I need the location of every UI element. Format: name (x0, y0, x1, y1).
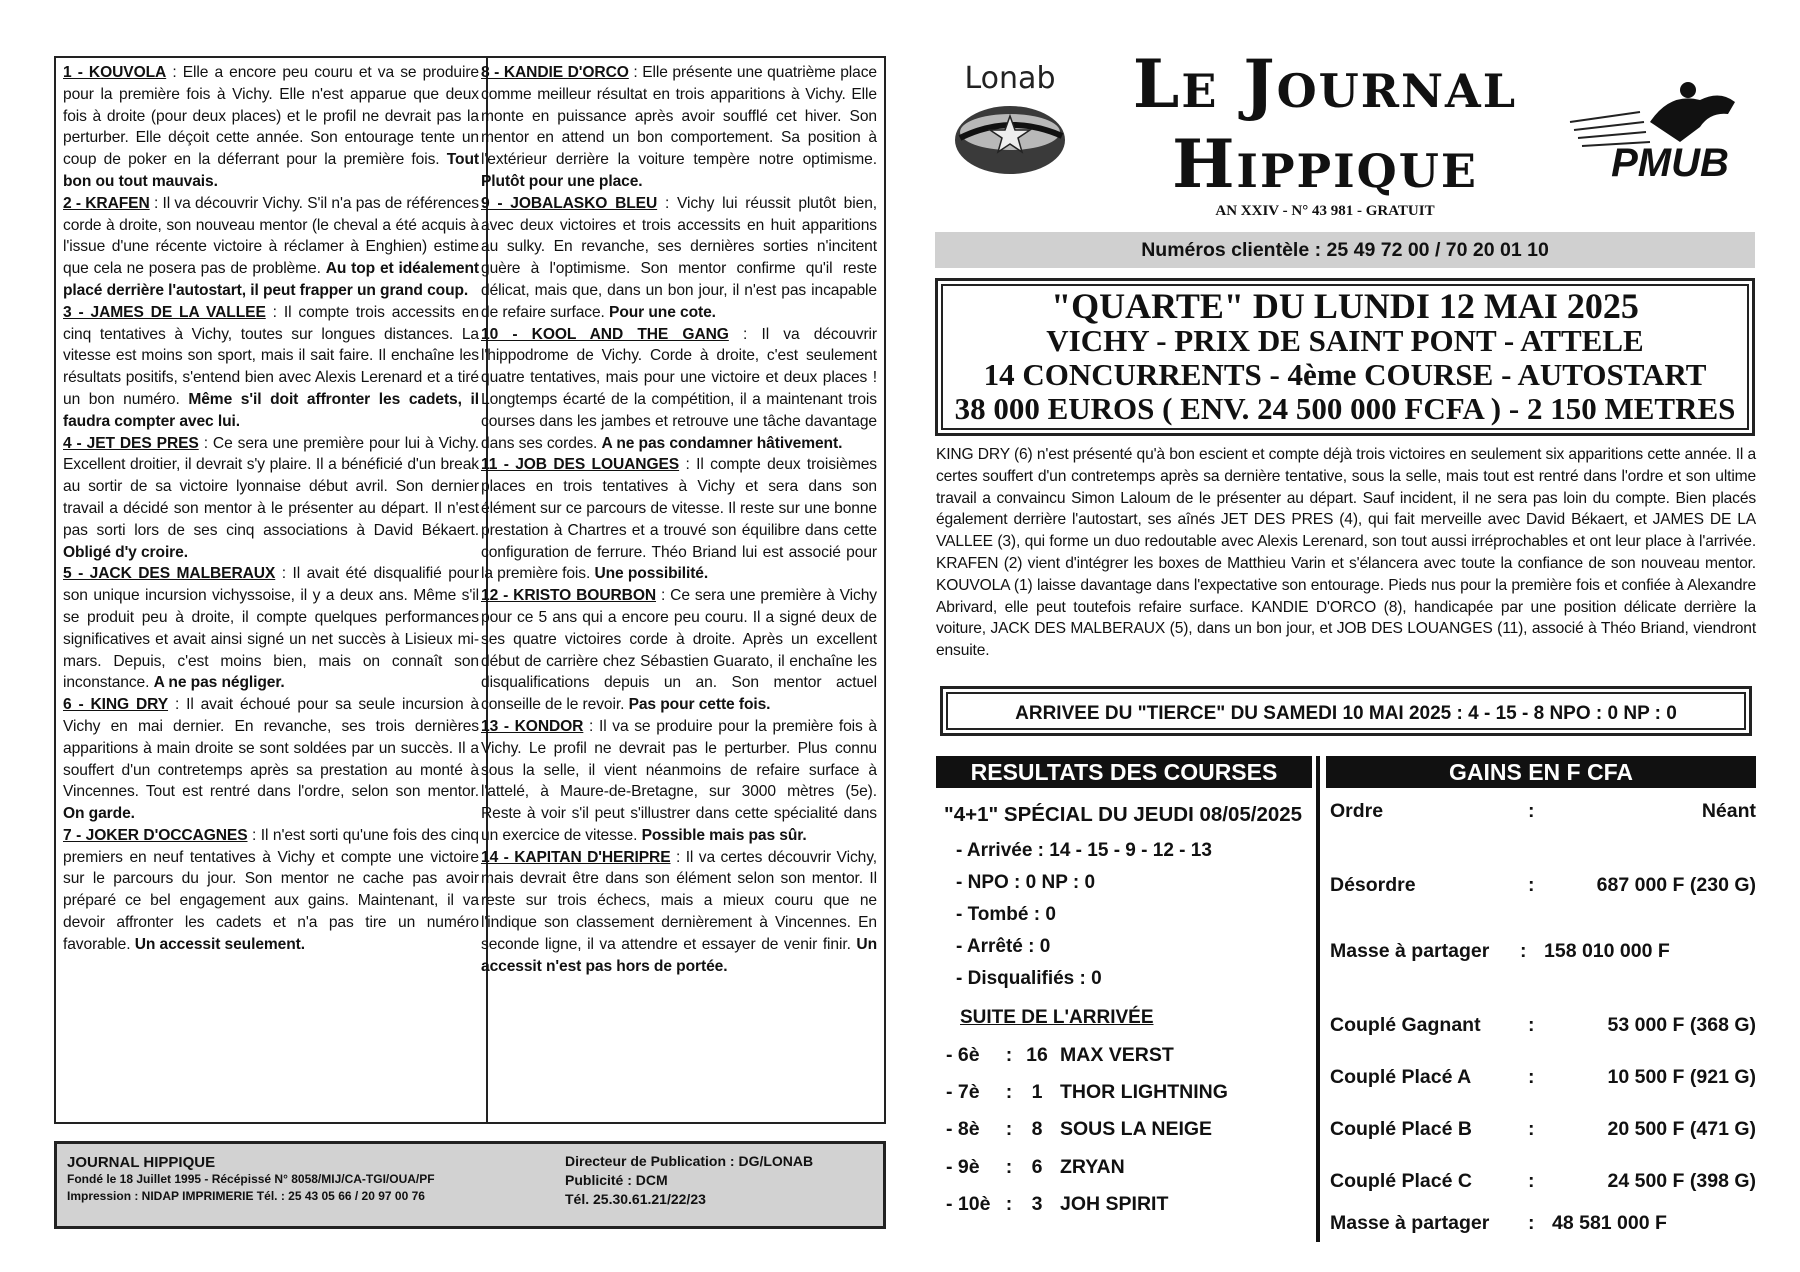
gains-value: 48 581 000 F (1552, 1212, 1667, 1234)
horse-verdict: Pour une cote. (609, 303, 716, 321)
horse-entry: 9 - JOBALASKO BLEU : Vichy lui réussit plutôt bien, avec deux victoires et trois accessits en huit apparitions au sulky. En revanche, ses dernières sorties n'incitent guère à l'optimisme. Son mentor confirme qu'il reste délicat, mais que, dans un bon jour, il n'est pas incapable de refaire surface. Pour une cote. (481, 194, 877, 321)
results-fallen: - Tombé : 0 (956, 904, 1056, 925)
suite-row: - 8è : 8 SOUS LA NEIGE (946, 1118, 1213, 1140)
suite-position: - 9è (946, 1156, 980, 1178)
gains-value: 20 500 F (471 G) (1607, 1118, 1756, 1140)
horse-comment: Il n'est sorti qu'une fois des cinq premiers en neuf tentatives à Vichy et compte une victoire sur le parcours du jour. Son mentor ne cache pas avoir préparé ce bel engagement aux gains. Maintenant, il va devoir affronter les cadets et n'a pas tire un numéro favorable. (63, 826, 479, 953)
horse-comment: Il compte trois accessits en cinq tentatives à Vichy, toutes sur longues distances. La vitesse est moins son sport, mais il sait faire. Il enchaîne les résultats positifs, s'entend bien avec Alexis Lerenard et a tiré un bon numéro. (63, 303, 480, 408)
gains-value: 53 000 F (368 G) (1607, 1014, 1756, 1036)
imprint-printing: Impression : NIDAP IMPRIMERIE Tél. : 25 43 05 66 / 20 97 00 76 (67, 1189, 425, 1203)
horse-name: 7 - JOKER D'OCCAGNES (63, 826, 248, 844)
horse-name: 6 - KING DRY (63, 696, 169, 714)
horse-comment: Il avait échoué pour sa seule incursion à Vichy en mai dernier. En revanche, ses trois dernières apparitions à main droite se sont soldées par un succès. Il a souffert d'un contretemps après sa prestation au monté à Vincennes. Tout est rentré dans l'ordre, selon son mentor. (63, 696, 479, 801)
gains-row: Couplé Placé C : 24 500 F (398 G) (1330, 1170, 1756, 1192)
horse-entry: 1 - KOUVOLA : Elle a encore peu couru et va se produire pour la première fois à Vichy. Elle n'est apparue que deux fois à droite (pour deux places) et le profil ne devrait pas la perturber. Elle déçoit cette année. Son entourage tente un coup de poker en la déferrant pour la première fois. Tout bon ou tout mauvais. (63, 64, 480, 190)
horse-verdict: A ne pas condamner hâtivement. (601, 434, 843, 452)
gains-label: Couplé Placé B (1330, 1118, 1472, 1140)
horse-comment: Ce sera une première à Vichy pour ce 5 ans qui a encore peu couru. Il a signé deux de ses quatre victoires corde à droite. Après un excellent début de carrière chez Sébastien Guarato, il enchaîne les disqualifications depuis un an. Son mentor actuel conseille de le revoir. (481, 587, 878, 714)
suite-row: - 7è : 1 THOR LIGHTNING (946, 1081, 1228, 1103)
pmub-logo-text: PMUB (1611, 141, 1729, 182)
issue-number: AN XXIV - N° 43 981 - GRATUIT (1215, 203, 1435, 219)
horse-verdict: Même s'il doit affronter les cadets, il faudra compter avec lui. (63, 390, 479, 430)
horse-entry: 13 - KONDOR : Il va se produire pour la première fois à Vichy. Le profil ne devrait pas le perturber. Plus connu sous la selle, il vient néanmoins de refaire surface à l'attelé, à Maure-de-Bretagne, sur 3000 mètres (5e). Reste à voir s'il peut s'illustrer dans cette spécialité dans un exercice de vitesse. Possible mais pas sûr. (481, 717, 877, 844)
gains-label: Désordre (1330, 874, 1416, 896)
gains-value: 24 500 F (398 G) (1607, 1170, 1756, 1192)
horse-name: 11 - JOB DES LOUANGES (481, 456, 680, 474)
horse-name: 8 - KANDIE D'ORCO (481, 64, 629, 81)
quarte-race-details: 14 CONCURRENTS - 4ème COURSE - AUTOSTART (983, 357, 1707, 392)
horse-entry: 12 - KRISTO BOURBON : Ce sera une première à Vichy pour ce 5 ans qui a encore peu couru. Il a signé deux de ses quatre victoires corde à droite. Après un excellent début de carrière chez Sébastien Guarato, il enchaîne les disqualifications depuis un an. Son mentor actuel conseille de le revoir. Pas pour cette fois. (481, 587, 878, 714)
lonab-logo-text: Lonab (964, 61, 1056, 96)
horse-entry: 10 - KOOL AND THE GANG : Il va découvrir l'hippodrome de Vichy. Corde à droite, c'est seulement quatre tentatives, mais pour une victoire et deux places ! Longtemps écarté de la compétition, il a maintenant trois courses dans les jambes et retrouve une tâche davantage dans ses cordes. A ne pas condamner hâtivement. (481, 325, 878, 452)
horse-comment: Vichy lui réussit plutôt bien, avec deux victoires et trois accessits en huit apparitions au sulky. En revanche, ses dernières sorties n'incitent guère à l'optimisme. Son mentor confirme qu'il reste délicat, mais que, dans un bon jour, il n'est pas incapable de refaire surface. (481, 194, 877, 321)
suite-number: 1 (1031, 1081, 1043, 1103)
horse-verdict: Au top et idéalement placé derrière l'autostart, il peut frapper un grand coup. (63, 260, 479, 299)
imprint-founded: Fondé le 18 Juillet 1995 - Récépissé N° 8058/MIJ/CA-TGI/OUA/PF (67, 1172, 435, 1186)
gains-label: Masse à partager (1330, 940, 1490, 962)
suite-horse-name: THOR LIGHTNING (1060, 1081, 1228, 1103)
prognosis-columns (54, 56, 886, 1124)
horse-entry: 8 - KANDIE D'ORCO : Elle présente une quatrième place comme meilleur résultat en trois apparitions à Vichy. Elle monte en puissance après avoir soufflé cet hiver. Son mentor en attend un bon comportement. Sa position à l'extérieur derrière la voiture tempère notre optimisme. Plutôt pour une place. (481, 64, 877, 190)
client-numbers-bar: Numéros clientèle : 25 49 72 00 / 70 20 01 10 (935, 232, 1755, 268)
horse-name: 5 - JACK DES MALBERAUX (63, 565, 276, 583)
horse-name: 2 - KRAFEN (63, 194, 150, 212)
tierce-result-box (940, 686, 1752, 736)
horse-entry: 5 - JACK DES MALBERAUX : Il avait été disqualifié pour son unique incursion vichyssoise, il y a deux ans. Même s'il se produit peu à droite, il compte quelques performances significatives et avait ainsi signé un net succès à Lisieux mi-mars. Depuis, c'est moins bien, mais on connaît son inconstance. A ne pas négliger. (63, 565, 480, 692)
horse-jockey-icon (1560, 72, 1750, 182)
lonab-logo (950, 58, 1070, 178)
imprint-left (67, 1154, 547, 1205)
suite-horse-name: SOUS LA NEIGE (1060, 1118, 1213, 1140)
lonab-logo-icon (950, 58, 1070, 178)
gains-label: Masse à partager (1330, 1212, 1490, 1234)
suite-horse-name: ZRYAN (1060, 1156, 1125, 1178)
horse-comment: Elle présente une quatrième place comme meilleur résultat en trois apparitions à Vichy. Elle monte en puissance après avoir soufflé cet hiver. Son mentor en attend un bon comportement. Sa position à l'extérieur derrière la voiture tempère notre optimisme. (481, 64, 877, 169)
results-stopped: - Arrêté : 0 (956, 936, 1051, 957)
horse-comment: Il va certes découvrir Vichy, mais devrait être dans son élément selon son mentor. Il reste sur trois échecs, mais a mieux couru que ne l'indique son classement dernièrement à Vincennes. En seconde ligne, il va attendre et essayer de venir finir. (481, 848, 877, 953)
horse-entry: 3 - JAMES DE LA VALLEE : Il compte trois accessits en cinq tentatives à Vichy, toutes sur longues distances. La vitesse est moins son sport, mais il sait faire. Il enchaîne les résultats positifs, s'entend bien avec Alexis Lerenard et a tiré un bon numéro. Même s'il doit affronter les cadets, il faudra compter avec lui. (63, 303, 480, 430)
horse-verdict: Pas pour cette fois. (628, 696, 771, 714)
quarte-headline-inner (941, 284, 1749, 430)
horse-verdict: A ne pas négliger. (153, 674, 285, 692)
gains-label: Ordre (1330, 800, 1384, 822)
horse-entry: 14 - KAPITAN D'HERIPRE : Il va certes découvrir Vichy, mais devrait être dans son élément selon son mentor. Il reste sur trois échecs, mais a mieux couru que ne l'indique son classement dernièrement à Vincennes. En seconde ligne, il va attendre et essayer de venir finir. Un accessit n'est pas hors de portée. (481, 848, 877, 975)
results-npo: - NPO : 0 NP : 0 (956, 872, 1096, 893)
masthead-title-line2: Hippique (1172, 125, 1478, 203)
masthead-title-line1: Le Journal (1132, 45, 1518, 123)
imprint-journal-name: JOURNAL HIPPIQUE (67, 1154, 216, 1171)
suite-number: 16 (1026, 1044, 1048, 1066)
race-summary-paragraph: KING DRY (6) n'est présenté qu'à bon escient et compte déjà trois victoires en seulement six apparitions cette année. Il a certes souffert d'un contretemps après sa dernière tentative, sous la selle, mais tout est rentré dans l'ordre et son ultime travail a convaincu Simon Laloum de le présenter au départ. Sauf incident, il ne sera pas loin du compte. Bien placés également derrière l'autostart, ses aînés JET DES PRES (4), qui fait merveille avec David Békaert, et JAMES DE LA VALLEE (3), qui forme un duo redoutable avec Alexis Lerenard, son tout aussi irréprochables et ont leur place à l'arrivée. KRAFEN (2) vient d'intégrer les boxes de Matthieu Varin et s'élancera avec toute la confiance de son nouveau mentor. KOUVOLA (1) laisse davantage dans l'expectative son entourage. Pieds nus pour la première fois et confiée à Alexandre Abrivard, elle peut toutefois refaire surface. KANDIE D'ORCO (8), handicapée par une position délicate derrière la voiture, JACK DES MALBERAUX (5), dans un bon jour, et JOB DES LOUANGES (11), associé à Théo Briand, viendront ensuite. (936, 446, 1756, 660)
prognosis-column-left (56, 58, 488, 1122)
suite-number: 8 (1031, 1118, 1043, 1140)
gains-header: GAINS EN F CFA (1326, 756, 1756, 788)
results-arrival: - Arrivée : 14 - 15 - 9 - 12 - 13 (956, 840, 1212, 861)
gains-label: Couplé Placé C (1330, 1170, 1472, 1192)
suite-row: - 6è : 16 MAX VERST (946, 1044, 1174, 1066)
horse-name: 13 - KONDOR (481, 717, 584, 735)
horse-entry: 11 - JOB DES LOUANGES : Il compte deux troisièmes places en trois tentatives à Vichy et sera dans son élément sur ce parcours de vitesse. Il reste sur une bonne prestation à Chartres et a trouvé son équilibre dans cette configuration de ferrure. Théo Briand lui est associé pour la première fois. Une possibilité. (481, 456, 877, 583)
results-divider (1316, 756, 1320, 1242)
gains-row: Masse à partager : 158 010 000 F (1330, 940, 1670, 962)
gains-row: Couplé Placé A : 10 500 F (921 G) (1330, 1066, 1756, 1088)
suite-number: 3 (1031, 1193, 1043, 1215)
imprint-publicity: Publicité : DCM (565, 1172, 668, 1188)
imprint-director: Directeur de Publication : DG/LONAB (565, 1153, 814, 1169)
horse-comment: Il compte deux troisièmes places en trois tentatives à Vichy et sera dans son élément sur ce parcours de vitesse. Il reste sur une bonne prestation à Chartres et a trouvé son équilibre dans cette configuration de ferrure. Théo Briand lui est associé pour la première fois. (481, 456, 877, 583)
quarte-headline-box (935, 278, 1755, 436)
horse-comment: Il avait été disqualifié pour son unique incursion vichyssoise, il y a deux ans. Même s'il se produit peu à droite, il compte quelques performances significatives et avait ainsi signé un net succès à Lisieux mi-mars. Depuis, c'est moins bien, mais on connaît son inconstance. (63, 565, 480, 692)
suite-row: - 9è : 6 ZRYAN (946, 1156, 1125, 1178)
horse-verdict: Possible mais pas sûr. (641, 826, 807, 844)
horse-name: 12 - KRISTO BOURBON (481, 587, 657, 605)
prognosis-column-right (474, 58, 884, 1122)
horse-verdict: Une possibilité. (594, 565, 709, 583)
horse-comment: Elle a encore peu couru et va se produire pour la première fois à Vichy. Elle n'est apparue que deux fois à droite (pour deux places) et le profil ne devrait pas la perturber. Elle déçoit cette année. Son entourage tente un coup de poker en la déferrant pour la première fois. (63, 64, 480, 169)
suite-title: SUITE DE L'ARRIVÉE (960, 1007, 1154, 1028)
horse-name: 3 - JAMES DE LA VALLEE (63, 303, 266, 321)
suite-number: 6 (1031, 1156, 1043, 1178)
horse-name: 4 - JET DES PRES (63, 434, 199, 452)
gains-value: 10 500 F (921 G) (1607, 1066, 1756, 1088)
quarte-prize: 38 000 EUROS ( ENV. 24 500 000 FCFA ) - 2 150 METRES (954, 391, 1736, 426)
horse-verdict: On garde. (63, 805, 135, 823)
suite-position: - 6è (946, 1044, 980, 1066)
imprint-box (54, 1141, 886, 1229)
gains-value: 687 000 F (230 G) (1596, 874, 1756, 896)
imprint-phone: Tél. 25.30.61.21/22/23 (565, 1191, 706, 1207)
results-disqualified: - Disqualifiés : 0 (956, 968, 1102, 989)
gains-label: Couplé Placé A (1330, 1066, 1472, 1088)
gains-value: Néant (1701, 800, 1756, 822)
horse-entry: 6 - KING DRY : Il avait échoué pour sa seule incursion à Vichy en mai dernier. En revanche, ses trois dernières apparitions à main droite se sont soldées par un succès. Il a souffert d'un contretemps après sa prestation au monté à Vincennes. Tout est rentré dans l'ordre, selon son mentor. On garde. (63, 696, 479, 823)
horse-entry: 4 - JET DES PRES : Ce sera une première pour lui à Vichy. Excellent droitier, il devrait s'y plaire. Il a bénéficié d'un break au sortir de sa victoire lyonnaise début avril. Son dernier travail a décidé son mentor à le présenter au départ. Il n'est pas sorti lors de ses cinq associations à David Békaert. Obligé d'y croire. (63, 434, 479, 561)
horse-name: 9 - JOBALASKO BLEU (481, 194, 658, 212)
horse-comment: Il va se produire pour la première fois à Vichy. Le profil ne devrait pas le perturber. Plus connu sous la selle, il vient néanmoins de refaire surface à l'attelé, à Maure-de-Bretagne, sur 3000 mètres (5e). Reste à voir s'il peut s'illustrer dans cette spécialité dans un exercice de vitesse. (481, 717, 877, 844)
horse-name: 10 - KOOL AND THE GANG (481, 325, 729, 343)
gains-row: Désordre : 687 000 F (230 G) (1330, 874, 1756, 896)
suite-row: - 10è : 3 JOH SPIRIT (946, 1193, 1169, 1215)
gains-row: Masse à partager : 48 581 000 F (1330, 1212, 1667, 1234)
horse-comment: Ce sera une première pour lui à Vichy. Excellent droitier, il devrait s'y plaire. Il a bénéficié d'un break au sortir de sa victoire lyonnaise début avril. Son dernier travail a décidé son mentor à le présenter au départ. Il n'est pas sorti lors de ses cinq associations à David Békaert. (63, 434, 479, 539)
tierce-result: ARRIVEE DU "TIERCE" DU SAMEDI 10 MAI 2025 : 4 - 15 - 8 NPO : 0 NP : 0 (946, 692, 1746, 730)
gains-value: 158 010 000 F (1544, 940, 1670, 962)
suite-horse-name: MAX VERST (1060, 1044, 1174, 1066)
horse-entry: 2 - KRAFEN : Il va découvrir Vichy. S'il n'a pas de références corde à droite, son nouveau mentor (le cheval a été acquis à l'issue d'une récente victoire à réclamer à Enghien) estime que cela ne posera pas de problème. Au top et idéalement placé derrière l'autostart, il peut frapper un grand coup. (63, 194, 479, 299)
suite-position: - 8è (946, 1118, 980, 1140)
imprint-right (565, 1152, 885, 1209)
suite-horse-name: JOH SPIRIT (1060, 1193, 1169, 1215)
horse-name: 14 - KAPITAN D'HERIPRE (481, 848, 671, 866)
gains-row: Ordre : Néant (1330, 800, 1756, 822)
suite-position: - 10è (946, 1193, 991, 1215)
quarte-race-name: VICHY - PRIX DE SAINT PONT - ATTELE (1046, 323, 1644, 358)
horse-comment: Il va découvrir l'hippodrome de Vichy. Corde à droite, c'est seulement quatre tentatives, mais pour une victoire et deux places ! Longtemps écarté de la compétition, il a maintenant trois courses dans les jambes et retrouve une tâche davantage dans ses cordes. (481, 325, 878, 452)
horse-verdict: Obligé d'y croire. (63, 543, 188, 561)
horse-verdict: Plutôt pour une place. (481, 172, 643, 190)
pmub-logo (1560, 72, 1750, 182)
horse-comment: Il va découvrir Vichy. S'il n'a pas de références corde à droite, son nouveau mentor (le cheval a été acquis à l'issue d'une récente victoire à réclamer à Enghien) estime que cela ne posera pas de problème. (63, 194, 479, 278)
horse-name: 1 - KOUVOLA (63, 64, 167, 81)
gains-label: Couplé Gagnant (1330, 1014, 1481, 1036)
horse-verdict: Tout bon ou tout mauvais. (63, 151, 479, 190)
gains-row: Couplé Placé B : 20 500 F (471 G) (1330, 1118, 1756, 1140)
results-race-title: "4+1" SPÉCIAL DU JEUDI 08/05/2025 (944, 803, 1303, 826)
horse-verdict: Un accessit seulement. (134, 935, 305, 953)
results-header: RESULTATS DES COURSES (936, 756, 1312, 788)
suite-position: - 7è (946, 1081, 980, 1103)
horse-verdict: Un accessit n'est pas hors de portée. (481, 935, 877, 975)
quarte-title: "QUARTE" DU LUNDI 12 MAI 2025 (1051, 286, 1639, 326)
horse-entry: 7 - JOKER D'OCCAGNES : Il n'est sorti qu'une fois des cinq premiers en neuf tentatives à Vichy et compte une victoire sur le parcours du jour. Son mentor ne cache pas avoir préparé ce bel engagement aux gains. Maintenant, il va devoir affronter les cadets et n'a pas tire un numéro favorable. Un accessit seulement. (63, 826, 479, 953)
gains-row: Couplé Gagnant : 53 000 F (368 G) (1330, 1014, 1756, 1036)
